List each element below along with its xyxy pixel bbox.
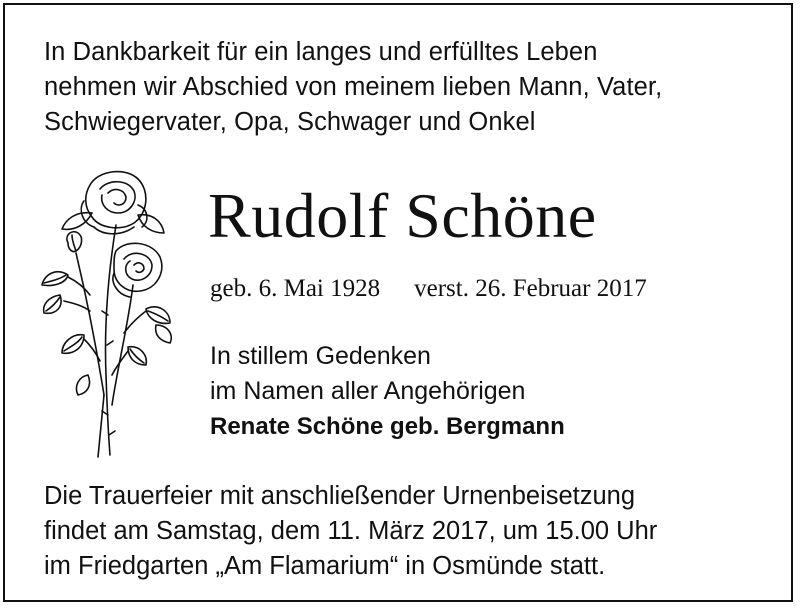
intro-line: In Dankbarkeit für ein langes und erfülltes Leben	[44, 38, 598, 66]
intro-line: nehmen wir Abschied von meinem lieben Mann, Vater,	[44, 73, 663, 101]
funeral-line: im Friedgarten „Am Flamarium“ in Osmünde statt.	[44, 552, 606, 580]
funeral-line: Die Trauerfeier mit anschließender Urnenbeisetzung	[44, 482, 636, 510]
life-dates	[210, 273, 647, 305]
intro-line: Schwiegervater, Opa, Schwager und Onkel	[44, 108, 536, 136]
signer-name: Renate Schöne geb. Bergmann	[210, 413, 565, 440]
funeral-line: findet am Samstag, dem 11. März 2017, um 15.00 Uhr	[44, 517, 658, 545]
death-date: verst. 26. Februar 2017	[414, 275, 647, 302]
deceased-name: Rudolf Schöne	[208, 180, 597, 251]
funeral-info	[44, 479, 764, 584]
memorial-text	[210, 339, 565, 444]
birth-date: geb. 6. Mai 1928	[210, 275, 381, 302]
memorial-line: In stillem Gedenken	[210, 342, 431, 370]
rose-illustration-icon	[38, 165, 180, 465]
intro-text	[44, 35, 764, 140]
memorial-line: im Namen aller Angehörigen	[210, 377, 526, 405]
